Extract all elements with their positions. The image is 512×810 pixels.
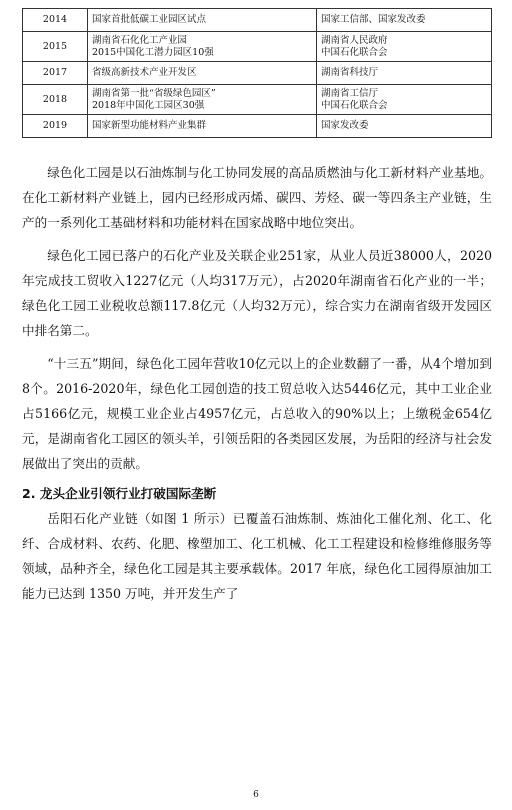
honor-cell: 省级高新技术产业开发区 <box>88 62 317 85</box>
year-cell: 2019 <box>23 115 88 138</box>
table-row <box>23 32 492 62</box>
table-row <box>23 9 492 32</box>
honor-cell: 国家新型功能材料产业集群 <box>88 115 317 138</box>
year-cell: 2018 <box>23 85 88 115</box>
issuer-cell: 湖南省工信厅 中国石化联合会 <box>317 85 492 115</box>
table-row <box>23 62 492 85</box>
issuer-cell: 湖南省科技厅 <box>317 62 492 85</box>
paragraph: “十三五”期间，绿色化工园年营收10亿元以上的企业数翻了一番，从4个增加到8个。2016-2020年，绿色化工园创造的技工贸总收入达5446亿元，其中工业企业占5166亿元，规模工业企业占4957亿元，占总收入的90%以上；上缴税金654亿元，是湖南省化工园区的领头羊，引领岳阳的各类园区发展，为岳阳的经济与社会发展做出了突出的贡献。 <box>22 356 492 471</box>
year-cell: 2015 <box>23 32 88 62</box>
year-cell: 2014 <box>23 9 88 32</box>
table-row <box>23 85 492 115</box>
paragraph: 绿色化工园是以石油炼制与化工协同发展的高品质燃油与化工新材料产业基地。在化工新材料产业链上，园内已经形成丙烯、碳四、芳烃、碳一等四条主产业链，生产的一系列化工基础材料和功能材料在国家战略中地位突出。 <box>22 165 492 230</box>
honor-cell: 湖南省第一批“省级绿色园区” 2018年中国化工园区30强 <box>88 85 317 115</box>
section-heading: 2. 龙头企业引领行业打破国际垄断 <box>22 486 217 501</box>
page-number: 6 <box>253 790 259 800</box>
paragraph: 岳阳石化产业链（如图 1 所示）已覆盖石油炼制、炼油化工催化剂、化工、化纤、合成材料、农药、化肥、橡塑加工、化工机械、化工工程建设和检修维修服务等领域，品种齐全，绿色化工园是其主要承载体。2017 年底，绿色化工园得原油加工能力已达到 1350 万吨，并开发生产了 <box>22 511 492 601</box>
issuer-cell: 湖南省人民政府 中国石化联合会 <box>317 32 492 62</box>
table-row <box>23 115 492 138</box>
honor-cell: 湖南省石化化工产业园 2015中国化工潜力园区10强 <box>88 32 317 62</box>
issuer-cell: 国家发改委 <box>317 115 492 138</box>
year-cell: 2017 <box>23 62 88 85</box>
paragraph: 绿色化工园已落户的石化产业及关联企业251家，从业人员近38000人，2020年完成技工贸收入1227亿元（人均317万元），占2020年湖南省石化产业的一半；绿色化工园工业税收总额117.8亿元（人均32万元），综合实力在湖南省级开发园区中排名第二。 <box>22 248 492 338</box>
honor-cell: 国家首批低碳工业园区试点 <box>88 9 317 32</box>
issuer-cell: 国家工信部、国家发改委 <box>317 9 492 32</box>
body-text <box>22 160 492 606</box>
honors-table <box>22 8 492 138</box>
